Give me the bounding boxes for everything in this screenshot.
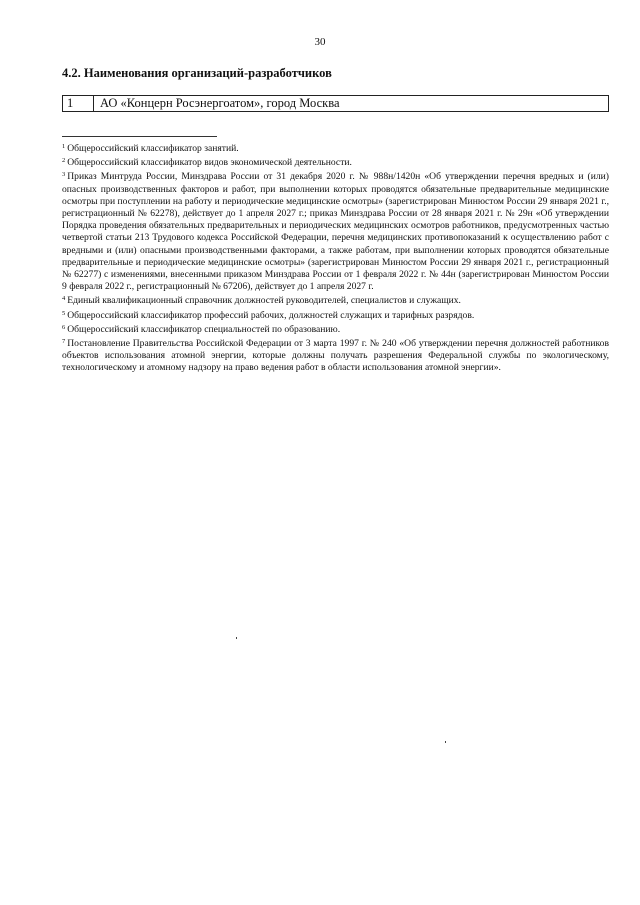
footnote-text: Общероссийский классификатор видов экономической деятельности. [67,157,352,169]
footnote-text: Общероссийский классификатор профессий рабочих, должностей служащих и тарифных разрядов. [67,309,475,321]
footnote-mark: 3 [62,171,66,179]
footnote-7 [62,336,609,375]
footnote-text: Приказ Минтруда России, Минздрава России от 31 декабря 2020 г. № 988н/1420н «Об утверждении перечня вредных и (или) опасных производственных факторов и работ, при выполнении которых проводятся обязательные предварительные медицинские осмотры при поступлении на работу и периодические медицинские осмотры» (зарегистрирован Минюстом России 29 января 2021 г., регистрационный № 62278), действует до 1 апреля 2027 г.; приказ Минздрава России от 28 января 2021 г. № 29н «Об утверждении Порядка проведения обязательных предварительных и периодических медицинских осмотров работников, предусмотренных частью четвертой статьи 213 Трудового кодекса Российской Федерации, перечня медицинских противопоказаний к осуществлению работ с вредными и (или) опасными производственными факторами, а также работам, при выполнении которых проводятся обязательные предварительные и периодические медицинские осмотры» (зарегистрирован Минюстом России 29 января 2021 г., регистрационный № 62277) с изменениями, внесенными приказом Минздрава России от 1 февраля 2022 г. № 44н (зарегистрирован Минюстом России 9 февраля 2022 г., регистрационный № 67206), действует до 1 апреля 2027 г. [62,171,609,293]
footnote-mark: 1 [62,143,66,150]
footnotes [62,141,609,375]
section-heading: 4.2. Наименования организаций-разработчиков [62,66,332,80]
developers-table [62,95,609,112]
scan-speck [236,637,237,639]
footnote-mark: 2 [62,157,66,165]
page-number: 30 [314,36,326,48]
footnote-1 [62,141,609,155]
footnote-text: Общероссийский классификатор занятий. [67,143,239,154]
footnote-2 [62,155,609,169]
developer-number: 1 [63,96,94,111]
developer-name: АО «Концерн Росэнергоатом», город Москва [100,96,340,110]
footnote-text: Единый квалификационный справочник должностей руководителей, специалистов и служащих. [67,295,461,307]
footnote-text: Общероссийский классификатор специальностей по образованию. [67,323,341,335]
footnote-5 [62,308,609,322]
footnote-mark: 7 [62,338,66,346]
footnote-separator [62,136,217,137]
footnote-3 [62,169,609,293]
footnote-4 [62,293,609,307]
scan-speck [445,741,446,743]
footnote-mark: 4 [62,295,66,303]
footnote-6 [62,322,609,336]
footnote-text: Постановление Правительства Российской Федерации от 3 марта 1997 г. № 240 «Об утверждении перечня должностей работников объектов использования атомной энергии, которые должны получать разрешения Федеральной службы по экологическому, технологическому и атомному надзору на право ведения работ в области использования атомной энергии». [62,338,609,374]
footnote-mark: 6 [62,323,66,331]
footnote-mark: 5 [62,309,66,317]
